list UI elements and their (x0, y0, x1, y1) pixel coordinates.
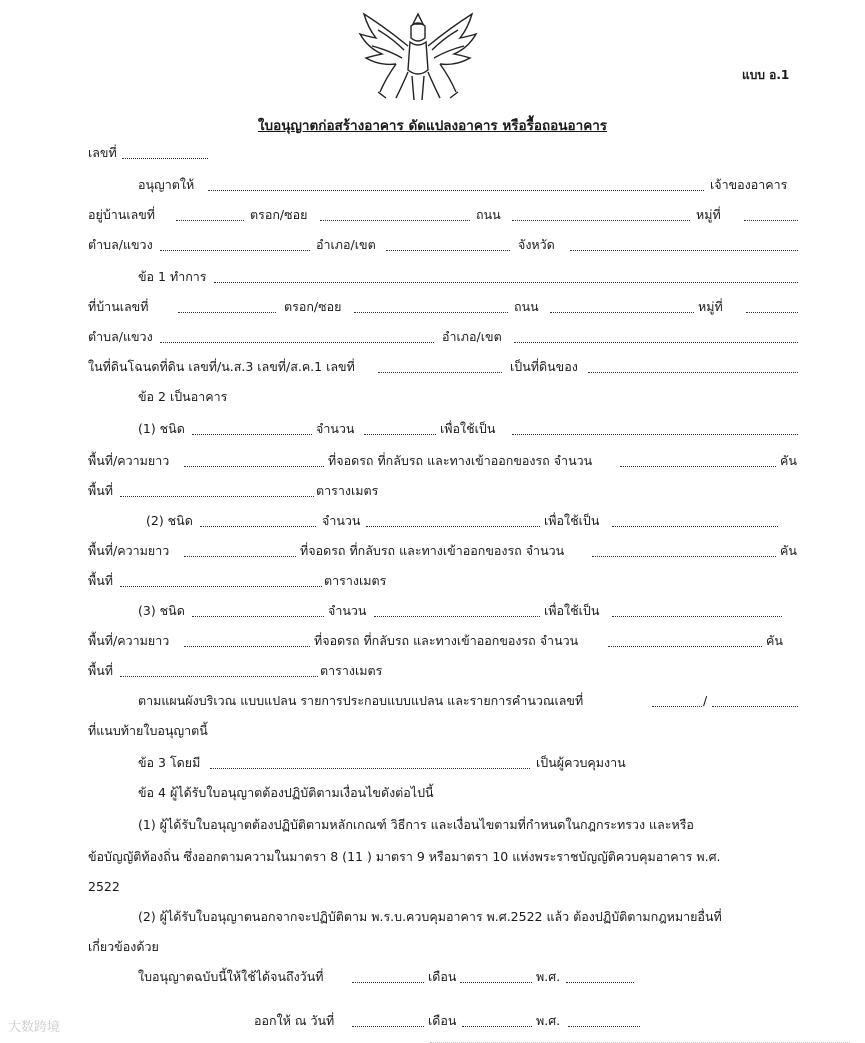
field-area-length-1[interactable] (184, 452, 324, 467)
field-quantity-1[interactable] (364, 420, 436, 435)
field-owner-soi[interactable] (320, 206, 470, 221)
next-line-fragment (430, 1030, 850, 1043)
field-number[interactable] (122, 144, 208, 159)
label-land-owner: เป็นที่ดินของ (510, 359, 578, 374)
label-owner-moo: หมู่ที่ (696, 207, 721, 222)
field-site-district[interactable] (514, 328, 798, 343)
label-parking-3: ที่จอดรถ ที่กลับรถ และทางเข้าออกของรถ จำนวน (314, 633, 579, 648)
condition-1-line-1: (1) ผู้ได้รับใบอนุญาตต้องปฏิบัติตามหลักเกณฑ์ วิธีการ และเงื่อนไขตามที่กำหนดในกฎกระทรวง และหรือ (138, 817, 694, 832)
label-supervisor: เป็นผู้ควบคุมงาน (536, 755, 626, 770)
label-site-moo: หมู่ที่ (698, 299, 723, 314)
label-valid-month: เดือน (428, 969, 457, 984)
label-area-length-1: พื้นที่/ความยาว (88, 453, 170, 468)
field-valid-day[interactable] (352, 968, 424, 983)
label-owner-soi: ตรอก/ซอย (250, 207, 308, 222)
label-valid-until: ใบอนุญาตฉบับนี้ให้ใช้ได้จนถึงวันที่ (138, 969, 324, 984)
field-area-length-2[interactable] (184, 542, 296, 557)
condition-1-line-2: ข้อบัญญัติท้องถิ่น ซึ่งออกตามความในมาตรา 8 (11 ) มาตรา 9 หรือมาตรา 10 แห่งพระราชบัญญัติควบคุมอาคาร พ.ศ. (88, 849, 721, 864)
field-purpose-3[interactable] (612, 602, 782, 617)
form-code: แบบ อ.1 (742, 68, 790, 82)
field-owner-road[interactable] (512, 206, 690, 221)
field-land-deed[interactable] (378, 358, 502, 373)
field-area-1[interactable] (120, 482, 314, 497)
label-sqm-3: ตารางเมตร (320, 663, 383, 678)
field-site-subdistrict[interactable] (160, 328, 434, 343)
document-title: ใบอนุญาตก่อสร้างอาคาร ดัดแปลงอาคาร หรือรื้อถอนอาคาร (257, 118, 608, 134)
field-work-type[interactable] (214, 268, 798, 283)
label-clause-3: ข้อ 3 โดยมี (138, 755, 201, 770)
field-supervisor[interactable] (210, 754, 530, 769)
label-slash: / (703, 693, 708, 708)
label-owner-province: จังหวัด (518, 237, 555, 252)
field-issued-year[interactable] (568, 1012, 640, 1027)
label-owner-road: ถนน (476, 207, 501, 222)
label-area-3: พื้นที่ (88, 663, 114, 678)
label-area-length-3: พื้นที่/ความยาว (88, 633, 170, 648)
label-owner-house-no: อยู่บ้านเลขที่ (88, 207, 156, 222)
field-owner-moo[interactable] (744, 206, 798, 221)
garuda-emblem-icon (356, 8, 480, 106)
label-clause-4: ข้อ 4 ผู้ได้รับใบอนุญาตต้องปฏิบัติตามเงื่อนไขดังต่อไปนี้ (138, 785, 434, 800)
field-type-3[interactable] (192, 602, 324, 617)
label-area-1: พื้นที่ (88, 483, 114, 498)
label-parking-1: ที่จอดรถ ที่กลับรถ และทางเข้าออกของรถ จำนวน (328, 453, 593, 468)
label-cars-1: คัน (780, 453, 797, 468)
label-cars-2: คัน (780, 543, 797, 558)
field-issued-day[interactable] (352, 1012, 424, 1027)
label-sqm-1: ตารางเมตร (316, 483, 379, 498)
label-quantity-1: จำนวน (316, 421, 355, 436)
watermark: 大数跨境 (8, 1020, 61, 1035)
field-valid-year[interactable] (566, 968, 634, 983)
label-quantity-2: จำนวน (322, 513, 361, 528)
label-area-length-2: พื้นที่/ความยาว (88, 543, 170, 558)
label-area-2: พื้นที่ (88, 573, 114, 588)
label-cars-3: คัน (766, 633, 783, 648)
condition-2-line-2: เกี่ยวข้องด้วย (88, 939, 159, 954)
field-site-soi[interactable] (354, 298, 508, 313)
label-type-1: (1) ชนิด (138, 421, 185, 436)
field-owner-province[interactable] (570, 236, 798, 251)
label-site-district: อำเภอ/เขต (442, 329, 502, 344)
field-parking-1[interactable] (620, 452, 776, 467)
field-site-house-no[interactable] (178, 298, 276, 313)
label-sqm-2: ตารางเมตร (324, 573, 387, 588)
field-site-moo[interactable] (746, 298, 798, 313)
label-number: เลขที่ (88, 145, 117, 160)
field-issued-month[interactable] (462, 1012, 532, 1027)
field-purpose-2[interactable] (612, 512, 778, 527)
label-parking-2: ที่จอดรถ ที่กลับรถ และทางเข้าออกของรถ จำนวน (300, 543, 565, 558)
label-issued-on: ออกให้ ณ วันที่ (254, 1013, 335, 1028)
label-site-soi: ตรอก/ซอย (284, 299, 342, 314)
field-quantity-2[interactable] (366, 512, 540, 527)
label-site-house-no: ที่บ้านเลขที่ (88, 299, 149, 314)
label-quantity-3: จำนวน (328, 603, 367, 618)
label-purpose-3: เพื่อใช้เป็น (544, 603, 600, 618)
field-permit-to[interactable] (208, 176, 704, 191)
field-type-1[interactable] (192, 420, 312, 435)
condition-2-line-1: (2) ผู้ได้รับใบอนุญาตนอกจากจะปฏิบัติตาม พ.ร.บ.ควบคุมอาคาร พ.ศ.2522 แล้ว ต้องปฏิบัติตามกฎหมายอื่นที่ (138, 909, 722, 924)
field-calc-year[interactable] (712, 692, 798, 707)
field-calc-number[interactable] (652, 692, 702, 707)
field-area-3[interactable] (120, 662, 318, 677)
field-area-length-3[interactable] (184, 632, 310, 647)
label-issued-month: เดือน (428, 1013, 457, 1028)
label-site-subdistrict: ตำบล/แขวง (88, 329, 153, 344)
field-quantity-3[interactable] (374, 602, 540, 617)
label-plans: ตามแผนผังบริเวณ แบบแปลน รายการประกอบแบบแปลน และรายการคำนวณเลขที่ (138, 693, 584, 708)
label-issued-year: พ.ศ. (536, 1013, 561, 1028)
label-building-owner: เจ้าของอาคาร (710, 177, 788, 192)
label-type-2: (2) ชนิด (146, 513, 193, 528)
field-parking-2[interactable] (592, 542, 776, 557)
label-purpose-1: เพื่อใช้เป็น (440, 421, 496, 436)
field-owner-district[interactable] (386, 236, 510, 251)
label-valid-year: พ.ศ. (536, 969, 561, 984)
field-land-owner[interactable] (588, 358, 798, 373)
label-purpose-2: เพื่อใช้เป็น (544, 513, 600, 528)
label-type-3: (3) ชนิด (138, 603, 185, 618)
label-land-deed: ในที่ดินโฉนดที่ดิน เลขที่/น.ส.3 เลขที่/ส.ค.1 เลขที่ (88, 359, 355, 374)
field-owner-house-no[interactable] (176, 206, 244, 221)
label-permit-to: อนุญาตให้ (138, 177, 195, 192)
label-owner-district: อำเภอ/เขต (316, 237, 376, 252)
label-clause-1: ข้อ 1 ทำการ (138, 269, 207, 284)
field-purpose-1[interactable] (512, 420, 798, 435)
field-owner-subdistrict[interactable] (160, 236, 310, 251)
condition-1-line-3: 2522 (88, 879, 120, 894)
label-site-road: ถนน (514, 299, 539, 314)
field-site-road[interactable] (550, 298, 694, 313)
field-valid-month[interactable] (460, 968, 532, 983)
field-parking-3[interactable] (608, 632, 762, 647)
label-owner-subdistrict: ตำบล/แขวง (88, 237, 153, 252)
label-attached: ที่แนบท้ายใบอนุญาตนี้ (88, 723, 208, 738)
field-area-2[interactable] (120, 572, 322, 587)
label-clause-2: ข้อ 2 เป็นอาคาร (138, 389, 228, 404)
field-type-2[interactable] (200, 512, 316, 527)
